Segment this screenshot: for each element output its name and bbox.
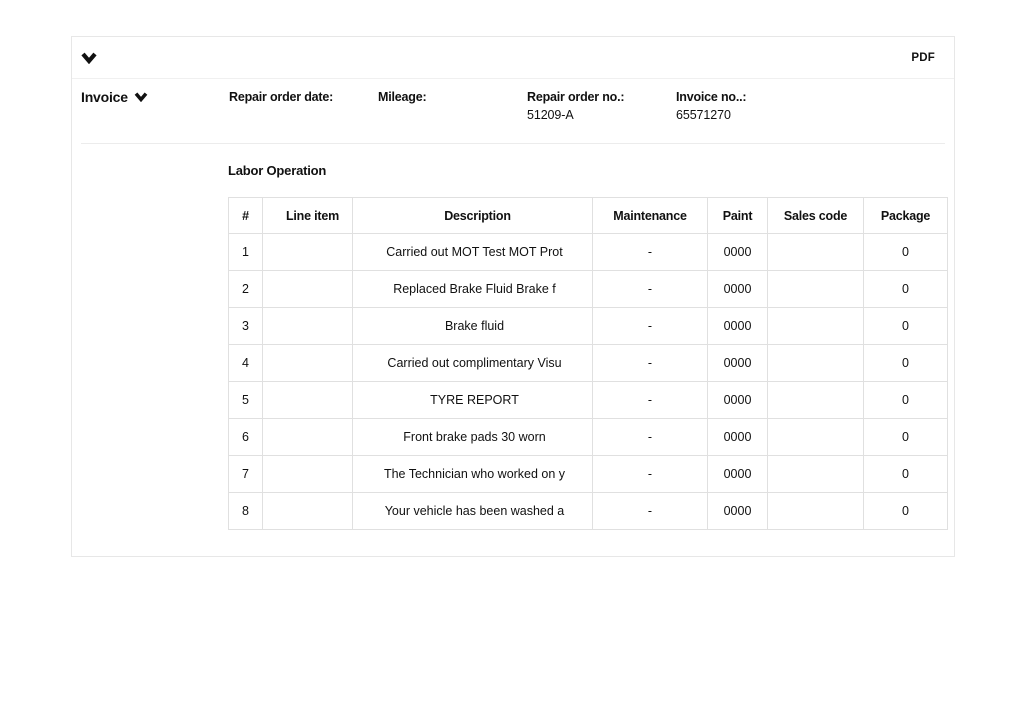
column-header-package: Package — [864, 198, 948, 234]
column-header-description: Description — [353, 198, 593, 234]
cell-sales-code — [768, 234, 864, 271]
table-row — [229, 419, 948, 456]
header-row — [229, 198, 948, 234]
cell-maintenance: - — [593, 271, 708, 308]
chevron-down-icon — [81, 52, 97, 64]
cell-description: Carried out complimentary Visu — [353, 345, 593, 382]
labor-table-header — [229, 198, 948, 234]
cell-number: 5 — [229, 382, 263, 419]
cell-sales-code — [768, 308, 864, 345]
column-header-number: # — [229, 198, 263, 234]
cell-sales-code — [768, 345, 864, 382]
cell-sales-code — [768, 419, 864, 456]
invoice-section-title: Invoice — [81, 89, 128, 105]
meta-field-repair-order-no — [527, 90, 676, 143]
cell-paint: 0000 — [708, 493, 768, 530]
cell-maintenance: - — [593, 308, 708, 345]
labor-section-title: Labor Operation — [228, 163, 327, 178]
cell-description: Your vehicle has been washed a — [353, 493, 593, 530]
table-row — [229, 234, 948, 271]
cell-description: Replaced Brake Fluid Brake f — [353, 271, 593, 308]
labor-operation-table — [228, 197, 948, 530]
cell-package: 0 — [864, 419, 948, 456]
meta-field-value — [378, 108, 527, 122]
cell-description: Brake fluid — [353, 308, 593, 345]
cell-line-item — [263, 493, 353, 530]
cell-paint: 0000 — [708, 308, 768, 345]
cell-maintenance: - — [593, 456, 708, 493]
cell-paint: 0000 — [708, 382, 768, 419]
table-row — [229, 456, 948, 493]
cell-line-item — [263, 308, 353, 345]
invoice-card — [71, 36, 955, 557]
invoice-meta-row — [81, 79, 945, 144]
table-row — [229, 493, 948, 530]
cell-maintenance: - — [593, 493, 708, 530]
cell-description: Carried out MOT Test MOT Prot — [353, 234, 593, 271]
card-toolbar — [72, 37, 954, 79]
cell-line-item — [263, 271, 353, 308]
cell-description: The Technician who worked on y — [353, 456, 593, 493]
chevron-down-icon — [134, 92, 148, 102]
cell-maintenance: - — [593, 382, 708, 419]
cell-number: 4 — [229, 345, 263, 382]
table-row — [229, 308, 948, 345]
cell-package: 0 — [864, 345, 948, 382]
labor-table-body — [229, 234, 948, 530]
meta-field-label: Repair order date: — [229, 90, 334, 104]
cell-sales-code — [768, 382, 864, 419]
cell-number: 2 — [229, 271, 263, 308]
cell-line-item — [263, 419, 353, 456]
column-header-paint: Paint — [708, 198, 768, 234]
cell-package: 0 — [864, 456, 948, 493]
cell-paint: 0000 — [708, 345, 768, 382]
cell-line-item — [263, 456, 353, 493]
meta-field-mileage — [378, 90, 527, 143]
cell-description: TYRE REPORT — [353, 382, 593, 419]
cell-number: 1 — [229, 234, 263, 271]
cell-sales-code — [768, 271, 864, 308]
invoice-title-group — [81, 90, 229, 143]
cell-maintenance: - — [593, 345, 708, 382]
meta-field-value — [229, 108, 378, 122]
cell-sales-code — [768, 493, 864, 530]
cell-package: 0 — [864, 271, 948, 308]
cell-maintenance: - — [593, 234, 708, 271]
cell-line-item — [263, 382, 353, 419]
meta-field-invoice-no — [676, 90, 945, 143]
cell-line-item — [263, 345, 353, 382]
cell-paint: 0000 — [708, 271, 768, 308]
column-header-sales-code: Sales code — [768, 198, 864, 234]
cell-paint: 0000 — [708, 456, 768, 493]
table-row — [229, 271, 948, 308]
column-header-line-item: Line item — [263, 198, 353, 234]
cell-line-item — [263, 234, 353, 271]
cell-package: 0 — [864, 382, 948, 419]
cell-number: 7 — [229, 456, 263, 493]
meta-field-label: Repair order no.: — [527, 90, 625, 104]
invoice-collapse-button[interactable] — [134, 90, 148, 104]
cell-package: 0 — [864, 308, 948, 345]
collapse-toggle-button[interactable] — [78, 47, 100, 69]
cell-number: 8 — [229, 493, 263, 530]
cell-paint: 0000 — [708, 419, 768, 456]
cell-package: 0 — [864, 493, 948, 530]
meta-field-label: Invoice no..: — [676, 90, 747, 104]
column-header-maintenance: Maintenance — [593, 198, 708, 234]
pdf-button[interactable]: PDF — [911, 51, 935, 64]
cell-paint: 0000 — [708, 234, 768, 271]
cell-number: 3 — [229, 308, 263, 345]
cell-sales-code — [768, 456, 864, 493]
meta-field-value: 51209-A — [527, 108, 574, 122]
table-row — [229, 382, 948, 419]
meta-field-value: 65571270 — [676, 108, 731, 122]
meta-field-repair-order-date — [229, 90, 378, 143]
cell-description: Front brake pads 30 worn — [353, 419, 593, 456]
table-row — [229, 345, 948, 382]
cell-package: 0 — [864, 234, 948, 271]
cell-maintenance: - — [593, 419, 708, 456]
meta-field-label: Mileage: — [378, 90, 427, 104]
cell-number: 6 — [229, 419, 263, 456]
